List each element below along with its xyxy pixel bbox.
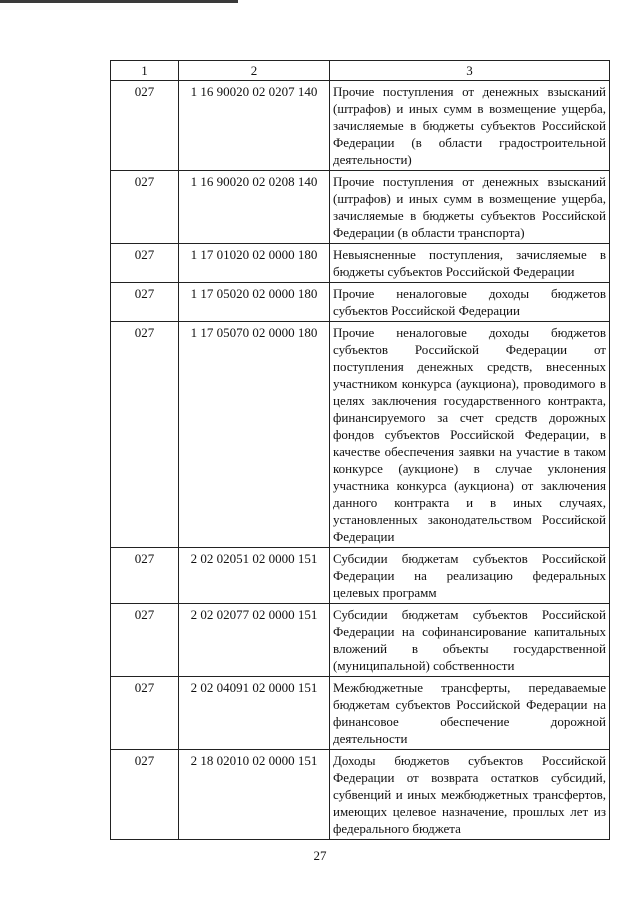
agency-code-cell: 027 <box>111 548 179 604</box>
revenue-code-cell: 1 17 05020 02 0000 180 <box>179 283 330 322</box>
column-header-1: 1 <box>111 61 179 81</box>
agency-code-cell: 027 <box>111 604 179 677</box>
revenue-name-cell: Прочие неналоговые доходы бюджетов субъектов Российской Федерации от поступления денежных средств, внесенных участником конкурса (аукциона), проводимого в целях заключения государственного контракта, финансируемого за счет средств дорожных фондов субъектов Российской Федерации, в качестве обеспечения заявки на участие в таком конкурсе (аукционе) в случае уклонения участника конкурса (аукциона) от заключения данного контракта и в иных случаях, установленных законодательством Российской Федерации <box>330 322 610 548</box>
table-row <box>111 750 610 840</box>
revenue-name-cell: Прочие поступления от денежных взысканий (штрафов) и иных сумм в возмещение ущерба, зачисляемые в бюджеты субъектов Российской Федерации (в области транспорта) <box>330 171 610 244</box>
agency-code-cell: 027 <box>111 677 179 750</box>
revenue-code-cell: 2 18 02010 02 0000 151 <box>179 750 330 840</box>
agency-code-cell: 027 <box>111 750 179 840</box>
revenue-name-cell: Невыясненные поступления, зачисляемые в бюджеты субъектов Российской Федерации <box>330 244 610 283</box>
revenue-name-cell: Субсидии бюджетам субъектов Российской Федерации на реализацию федеральных целевых программ <box>330 548 610 604</box>
revenue-name-cell: Прочие неналоговые доходы бюджетов субъектов Российской Федерации <box>330 283 610 322</box>
agency-code-cell: 027 <box>111 81 179 171</box>
column-header-2: 2 <box>179 61 330 81</box>
revenue-name-cell: Субсидии бюджетам субъектов Российской Федерации на софинансирование капитальных вложений в объекты государственной (муниципальной) собственности <box>330 604 610 677</box>
table-row <box>111 171 610 244</box>
revenue-name-cell: Прочие поступления от денежных взысканий (штрафов) и иных сумм в возмещение ущерба, зачисляемые в бюджеты субъектов Российской Федерации (в области градостроительной деятельности) <box>330 81 610 171</box>
revenue-code-cell: 1 16 90020 02 0207 140 <box>179 81 330 171</box>
table-row <box>111 81 610 171</box>
top-rule <box>0 0 238 3</box>
table-row <box>111 283 610 322</box>
revenue-code-cell: 2 02 04091 02 0000 151 <box>179 677 330 750</box>
table-row <box>111 322 610 548</box>
agency-code-cell: 027 <box>111 171 179 244</box>
revenue-code-cell: 1 16 90020 02 0208 140 <box>179 171 330 244</box>
table-row <box>111 244 610 283</box>
revenue-code-cell: 2 02 02051 02 0000 151 <box>179 548 330 604</box>
agency-code-cell: 027 <box>111 322 179 548</box>
page-number: 27 <box>313 848 327 863</box>
revenue-name-cell: Доходы бюджетов субъектов Российской Федерации от возврата остатков субсидий, субвенций и иных межбюджетных трансфертов, имеющих целевое назначение, прошлых лет из федерального бюджета <box>330 750 610 840</box>
table-row <box>111 548 610 604</box>
agency-code-cell: 027 <box>111 244 179 283</box>
table-row <box>111 677 610 750</box>
revenue-code-cell: 1 17 05070 02 0000 180 <box>179 322 330 548</box>
revenue-name-cell: Межбюджетные трансферты, передаваемые бюджетам субъектов Российской Федерации на финансовое обеспечение дорожной деятельности <box>330 677 610 750</box>
revenue-code-cell: 2 02 02077 02 0000 151 <box>179 604 330 677</box>
revenue-codes-table <box>110 60 610 840</box>
table-row <box>111 604 610 677</box>
table-header-row <box>111 61 610 81</box>
revenue-code-cell: 1 17 01020 02 0000 180 <box>179 244 330 283</box>
column-header-3: 3 <box>330 61 610 81</box>
agency-code-cell: 027 <box>111 283 179 322</box>
